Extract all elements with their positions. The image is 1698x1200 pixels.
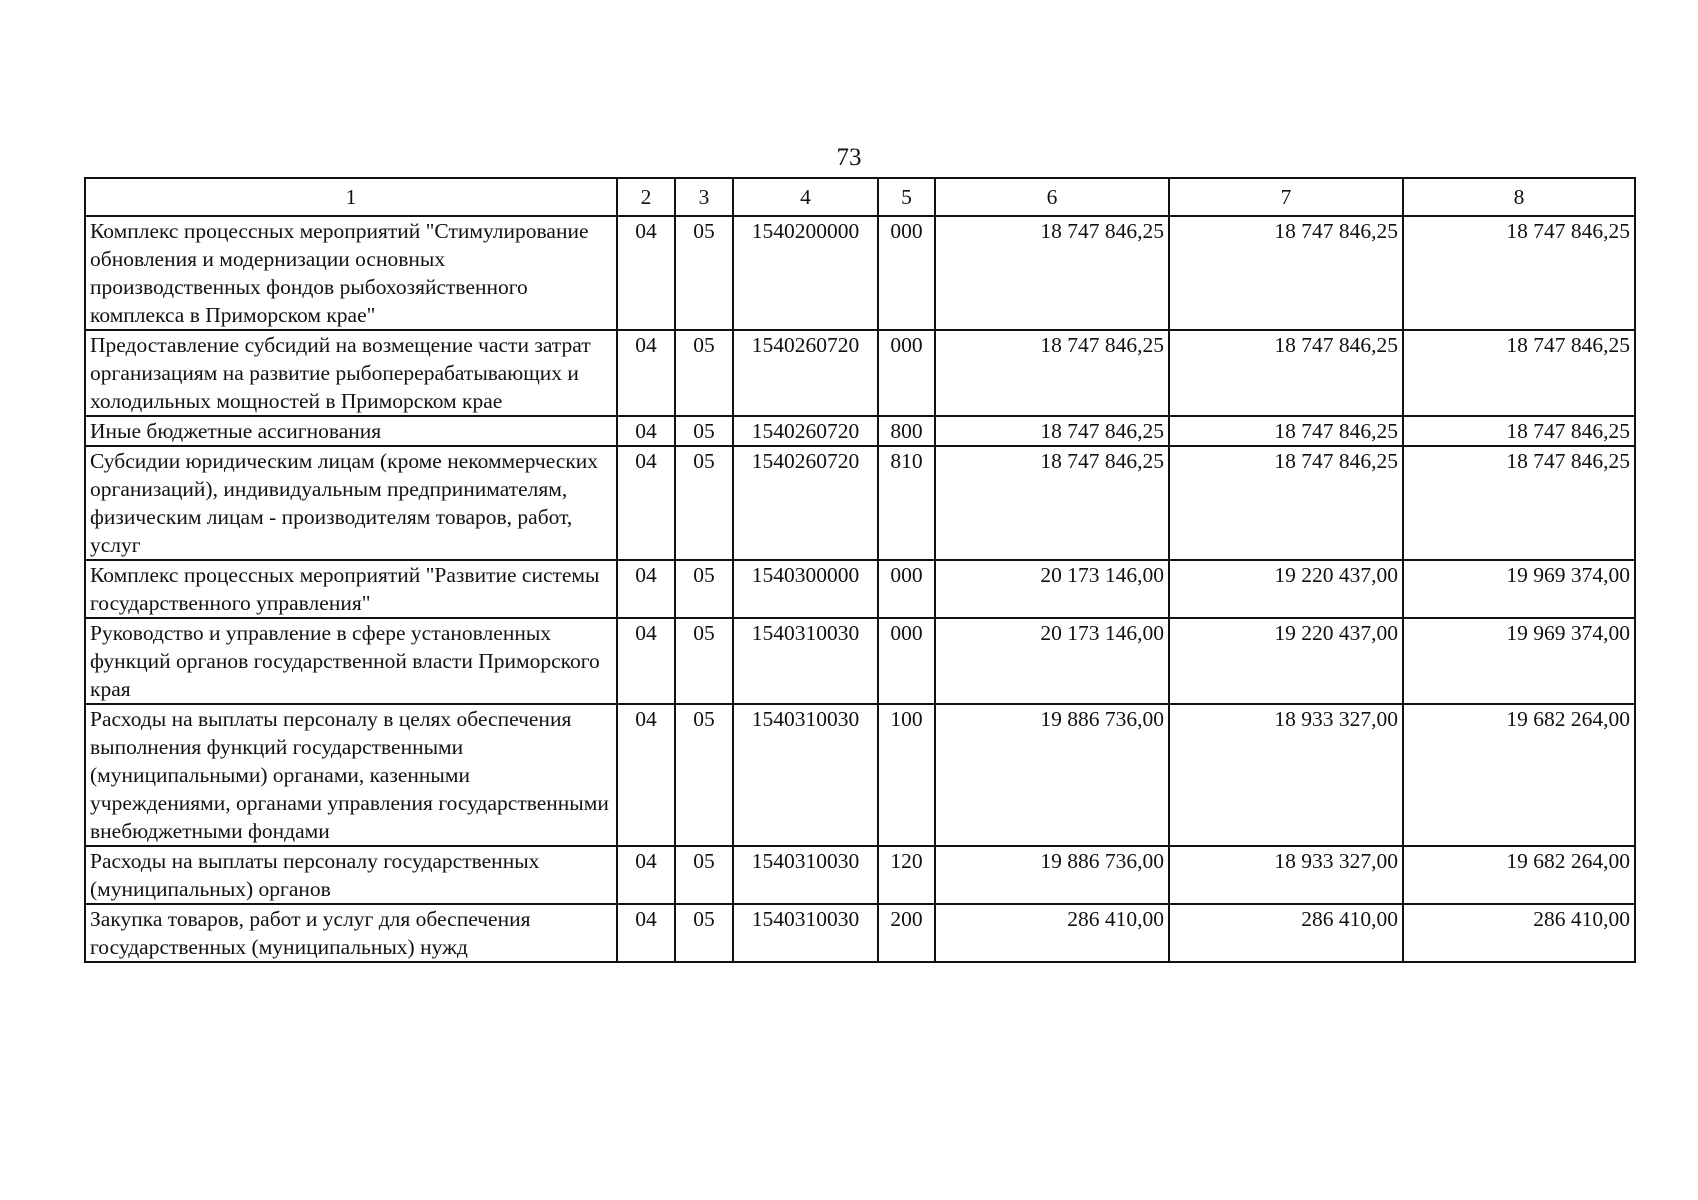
table-row xyxy=(85,416,1635,446)
table-row xyxy=(85,704,1635,846)
row-name: Комплекс процессных мероприятий "Развитие системы государственного управления" xyxy=(85,560,617,618)
subsection-code: 05 xyxy=(675,416,733,446)
table-row xyxy=(85,560,1635,618)
amount-col-6: 18 747 846,25 xyxy=(935,330,1169,416)
amount-col-8: 19 969 374,00 xyxy=(1403,560,1635,618)
amount-col-6: 19 886 736,00 xyxy=(935,846,1169,904)
budget-table xyxy=(84,177,1636,963)
amount-col-7: 18 933 327,00 xyxy=(1169,846,1403,904)
expense-type-code: 810 xyxy=(878,446,935,560)
section-code: 04 xyxy=(617,846,675,904)
subsection-code: 05 xyxy=(675,846,733,904)
header-cell: 7 xyxy=(1169,178,1403,216)
amount-col-6: 18 747 846,25 xyxy=(935,216,1169,330)
section-code: 04 xyxy=(617,330,675,416)
header-cell: 8 xyxy=(1403,178,1635,216)
subsection-code: 05 xyxy=(675,560,733,618)
expense-type-code: 000 xyxy=(878,216,935,330)
table-row xyxy=(85,904,1635,962)
subsection-code: 05 xyxy=(675,704,733,846)
amount-col-6: 18 747 846,25 xyxy=(935,416,1169,446)
section-code: 04 xyxy=(617,618,675,704)
header-row xyxy=(85,178,1635,216)
amount-col-6: 20 173 146,00 xyxy=(935,560,1169,618)
table-row xyxy=(85,618,1635,704)
section-code: 04 xyxy=(617,416,675,446)
amount-col-7: 19 220 437,00 xyxy=(1169,560,1403,618)
amount-col-8: 19 969 374,00 xyxy=(1403,618,1635,704)
amount-col-7: 18 747 846,25 xyxy=(1169,446,1403,560)
target-article-code: 1540310030 xyxy=(733,904,878,962)
amount-col-6: 286 410,00 xyxy=(935,904,1169,962)
section-code: 04 xyxy=(617,216,675,330)
amount-col-7: 18 933 327,00 xyxy=(1169,704,1403,846)
section-code: 04 xyxy=(617,446,675,560)
section-code: 04 xyxy=(617,560,675,618)
amount-col-8: 19 682 264,00 xyxy=(1403,846,1635,904)
expense-type-code: 200 xyxy=(878,904,935,962)
amount-col-8: 18 747 846,25 xyxy=(1403,330,1635,416)
amount-col-8: 18 747 846,25 xyxy=(1403,216,1635,330)
section-code: 04 xyxy=(617,704,675,846)
row-name: Расходы на выплаты персоналу в целях обеспечения выполнения функций государственными (муниципальными) органами, казенными учреждениями, органами управления государственными внебюджетными фондами xyxy=(85,704,617,846)
amount-col-8: 19 682 264,00 xyxy=(1403,704,1635,846)
amount-col-7: 286 410,00 xyxy=(1169,904,1403,962)
header-cell: 4 xyxy=(733,178,878,216)
amount-col-6: 19 886 736,00 xyxy=(935,704,1169,846)
subsection-code: 05 xyxy=(675,446,733,560)
amount-col-7: 19 220 437,00 xyxy=(1169,618,1403,704)
expense-type-code: 120 xyxy=(878,846,935,904)
row-name: Комплекс процессных мероприятий "Стимулирование обновления и модернизации основных производственных фондов рыбохозяйственного комплекса в Приморском крае" xyxy=(85,216,617,330)
expense-type-code: 800 xyxy=(878,416,935,446)
row-name: Расходы на выплаты персоналу государственных (муниципальных) органов xyxy=(85,846,617,904)
target-article-code: 1540300000 xyxy=(733,560,878,618)
target-article-code: 1540310030 xyxy=(733,704,878,846)
amount-col-8: 286 410,00 xyxy=(1403,904,1635,962)
row-name: Предоставление субсидий на возмещение части затрат организациям на развитие рыбоперерабатывающих и холодильных мощностей в Приморском крае xyxy=(85,330,617,416)
target-article-code: 1540260720 xyxy=(733,416,878,446)
amount-col-8: 18 747 846,25 xyxy=(1403,416,1635,446)
subsection-code: 05 xyxy=(675,904,733,962)
header-cell: 5 xyxy=(878,178,935,216)
amount-col-7: 18 747 846,25 xyxy=(1169,216,1403,330)
row-name: Закупка товаров, работ и услуг для обеспечения государственных (муниципальных) нужд xyxy=(85,904,617,962)
subsection-code: 05 xyxy=(675,216,733,330)
target-article-code: 1540200000 xyxy=(733,216,878,330)
amount-col-7: 18 747 846,25 xyxy=(1169,416,1403,446)
table-row xyxy=(85,846,1635,904)
amount-col-6: 18 747 846,25 xyxy=(935,446,1169,560)
expense-type-code: 000 xyxy=(878,618,935,704)
target-article-code: 1540260720 xyxy=(733,330,878,416)
subsection-code: 05 xyxy=(675,618,733,704)
table-row xyxy=(85,216,1635,330)
page-number: 73 xyxy=(836,144,862,171)
row-name: Руководство и управление в сфере установленных функций органов государственной власти Приморского края xyxy=(85,618,617,704)
target-article-code: 1540310030 xyxy=(733,846,878,904)
expense-type-code: 000 xyxy=(878,560,935,618)
table-row xyxy=(85,330,1635,416)
header-cell: 3 xyxy=(675,178,733,216)
amount-col-8: 18 747 846,25 xyxy=(1403,446,1635,560)
target-article-code: 1540260720 xyxy=(733,446,878,560)
row-name: Иные бюджетные ассигнования xyxy=(85,416,617,446)
table-row xyxy=(85,446,1635,560)
section-code: 04 xyxy=(617,904,675,962)
header-cell: 2 xyxy=(617,178,675,216)
header-cell: 1 xyxy=(85,178,617,216)
amount-col-6: 20 173 146,00 xyxy=(935,618,1169,704)
target-article-code: 1540310030 xyxy=(733,618,878,704)
subsection-code: 05 xyxy=(675,330,733,416)
amount-col-7: 18 747 846,25 xyxy=(1169,330,1403,416)
expense-type-code: 000 xyxy=(878,330,935,416)
expense-type-code: 100 xyxy=(878,704,935,846)
row-name: Субсидии юридическим лицам (кроме некоммерческих организаций), индивидуальным предпринимателям, физическим лицам - производителям товаров, работ, услуг xyxy=(85,446,617,560)
header-cell: 6 xyxy=(935,178,1169,216)
